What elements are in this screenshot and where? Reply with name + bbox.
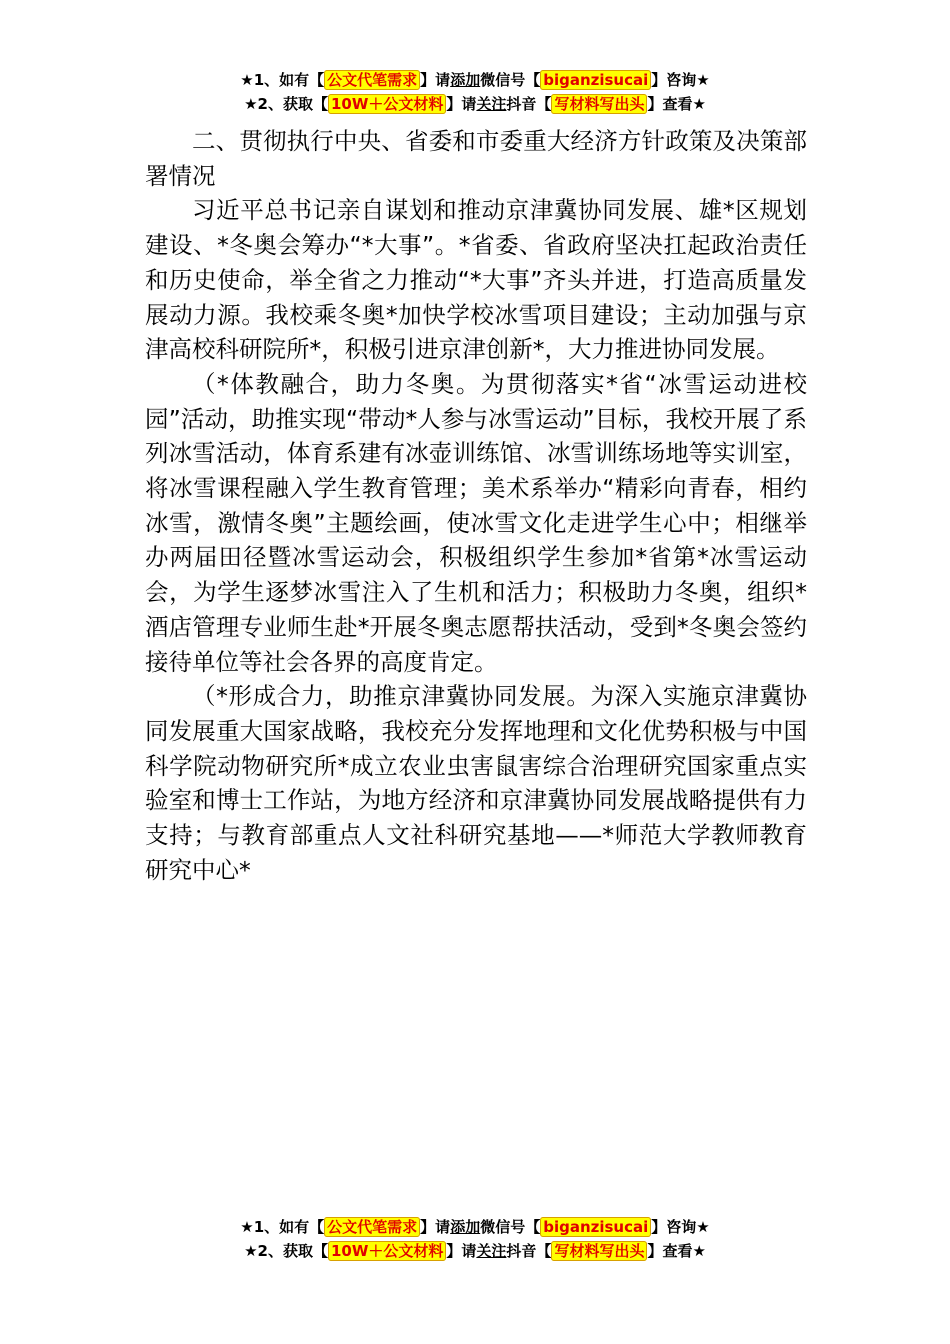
banner-text: 】请	[446, 1242, 477, 1260]
banner-emphasis: 添加	[450, 71, 481, 89]
banner-line-2	[0, 92, 950, 116]
banner-line-1	[0, 68, 950, 92]
banner-text: ★1、如有【	[240, 71, 325, 89]
paragraph: （*形成合力，助推京津冀协同发展。为深入实施京津冀协同发展重大国家战略，我校充分发挥地理和文化优势积极与中国科学院动物研究所*成立农业虫害鼠害综合治理研究国家重点实验室和博士工作站，为地方经济和京津冀协同发展战略提供有力支持；与教育部重点人文社科研究基地——*师范大学教师教育研究中心*	[145, 682, 807, 884]
banner-text: 】咨询★	[651, 71, 710, 89]
banner-text: ★2、获取【	[244, 1242, 328, 1260]
footer-banner	[0, 1215, 950, 1263]
paragraph: （*体教融合，助力冬奥。为贯彻落实*省“冰雪运动进校园”活动，助推实现“带动*人参与冰雪运动”目标，我校开展了系列冰雪活动，体育系建有冰壶训练馆、冰雪训练场地等实训室，将冰雪课程融入学生教育管理；美术系举办“精彩向青春，相约冰雪，激情冬奥”主题绘画，使冰雪文化走进学生心中；相继举办两届田径暨冰雪运动会，积极组织学生参加*省第*冰雪运动会，为学生逐梦冰雪注入了生机和活力；积极助力冬奥，组织*酒店管理专业师生赴*开展冬奥志愿帮扶活动，受到*冬奥会签约接待单位等社会各界的高度肯定。	[145, 369, 807, 676]
banner-text: 】查看★	[647, 95, 706, 113]
banner-emphasis: 关注	[476, 95, 507, 113]
section-heading: 二、贯彻执行中央、省委和市委重大经济方针政策及决策部署情况	[145, 127, 807, 190]
banner-emphasis: 关注	[476, 1242, 507, 1260]
banner-text: 抖音【	[506, 95, 552, 113]
banner-text: 微信号【	[480, 71, 541, 89]
highlight-tag: 10W＋公文材料	[328, 1241, 446, 1261]
banner-text: 抖音【	[506, 1242, 552, 1260]
highlight-tag: 公文代笔需求	[324, 70, 420, 90]
wechat-id-tag: biganzisucai	[540, 70, 651, 90]
banner-line-2	[0, 1239, 950, 1263]
banner-text: 微信号【	[480, 1218, 541, 1236]
banner-line-1	[0, 1215, 950, 1239]
banner-text: ★2、获取【	[244, 95, 328, 113]
banner-text: ★1、如有【	[240, 1218, 325, 1236]
banner-text: 】查看★	[647, 1242, 706, 1260]
highlight-tag: 10W＋公文材料	[328, 94, 446, 114]
douyin-tag: 写材料写出头	[551, 1241, 647, 1261]
banner-text: 】请	[420, 1218, 451, 1236]
wechat-id-tag: biganzisucai	[540, 1217, 651, 1237]
banner-text: 】咨询★	[651, 1218, 710, 1236]
header-banner	[0, 68, 950, 116]
highlight-tag: 公文代笔需求	[324, 1217, 420, 1237]
document-body	[145, 124, 807, 887]
douyin-tag: 写材料写出头	[551, 94, 647, 114]
banner-emphasis: 添加	[450, 1218, 481, 1236]
banner-text: 】请	[446, 95, 477, 113]
banner-text: 】请	[420, 71, 451, 89]
paragraph: 习近平总书记亲自谋划和推动京津冀协同发展、雄*区规划建设、*冬奥会筹办“*大事”。*省委、省政府坚决扛起政治责任和历史使命，举全省之力推动“*大事”齐头并进，打造高质量发展动力源。我校乘冬奥*加快学校冰雪项目建设；主动加强与京津高校科研院所*，积极引进京津创新*，大力推进协同发展。	[145, 196, 807, 364]
